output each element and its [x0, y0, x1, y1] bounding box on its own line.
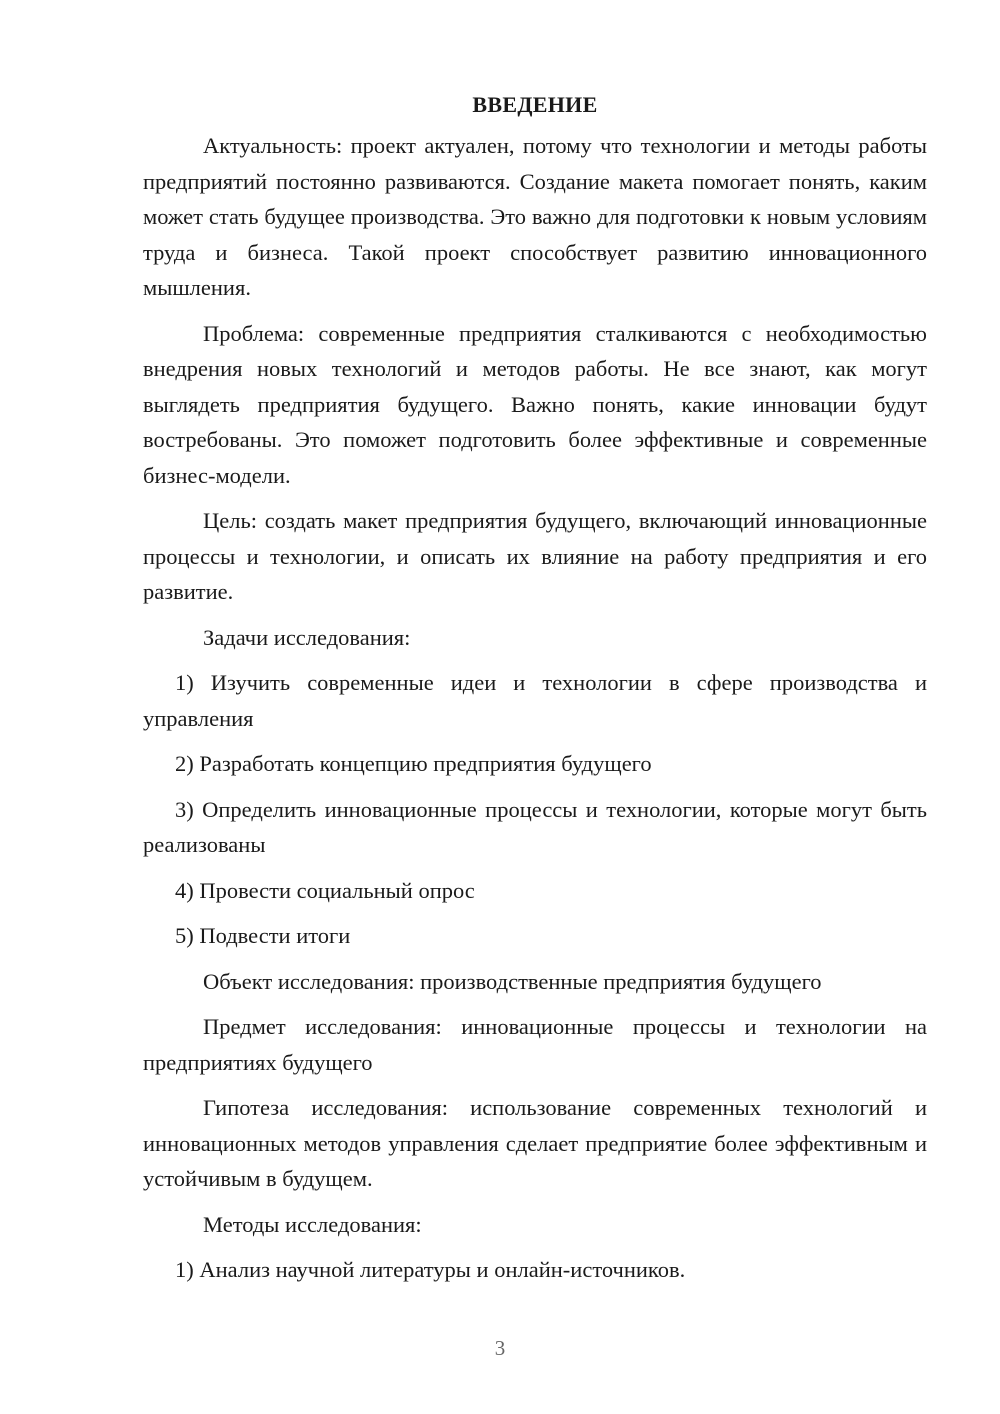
- page-number: 3: [494, 1336, 506, 1360]
- task-item: 2) Разработать концепцию предприятия будущего: [175, 751, 652, 776]
- task-item: 1) Изучить современные идеи и технологии в сфере производства и управления: [143, 670, 927, 731]
- section-heading: ВВЕДЕНИЕ: [472, 92, 598, 117]
- tasks-title: Задачи исследования:: [203, 624, 411, 650]
- subject-paragraph: Предмет исследования: инновационные процессы и технологии на предприятиях будущего: [143, 1014, 927, 1075]
- task-item: 3) Определить инновационные процессы и технологии, которые могут быть реализованы: [143, 796, 927, 857]
- task-item: 4) Провести социальный опрос: [175, 877, 475, 903]
- document-page: [143, 90, 927, 1298]
- hypothesis-paragraph: Гипотеза исследования: использование современных технологий и инновационных методов управления сделает предприятие более эффективным и устойчивым в будущем.: [143, 1095, 927, 1191]
- task-item: 5) Подвести итоги: [175, 923, 351, 948]
- method-item: 1) Анализ научной литературы и онлайн-источников.: [175, 1257, 686, 1282]
- object-paragraph: Объект исследования: производственные предприятия будущего: [203, 968, 822, 994]
- methods-title: Методы исследования:: [203, 1211, 422, 1237]
- goal-paragraph: Цель: создать макет предприятия будущего, включающий инновационные процессы и технологии, и описать их влияние на работу предприятия и его развитие.: [143, 508, 927, 604]
- relevance-paragraph: Актуальность: проект актуален, потому что технологии и методы работы предприятий постоянно развиваются. Создание макета помогает понять, каким может стать будущее производства. Это важно для подготовки к новым условиям труда и бизнеса. Такой проект способствует развитию инновационного мышления.: [143, 133, 927, 300]
- problem-paragraph: Проблема: современные предприятия сталкиваются с необходимостью внедрения новых технологий и методов работы. Не все знают, как могут выглядеть предприятия будущего. Важно понять, какие инновации будут востребованы. Это поможет подготовить более эффективные и современные бизнес-модели.: [143, 320, 927, 488]
